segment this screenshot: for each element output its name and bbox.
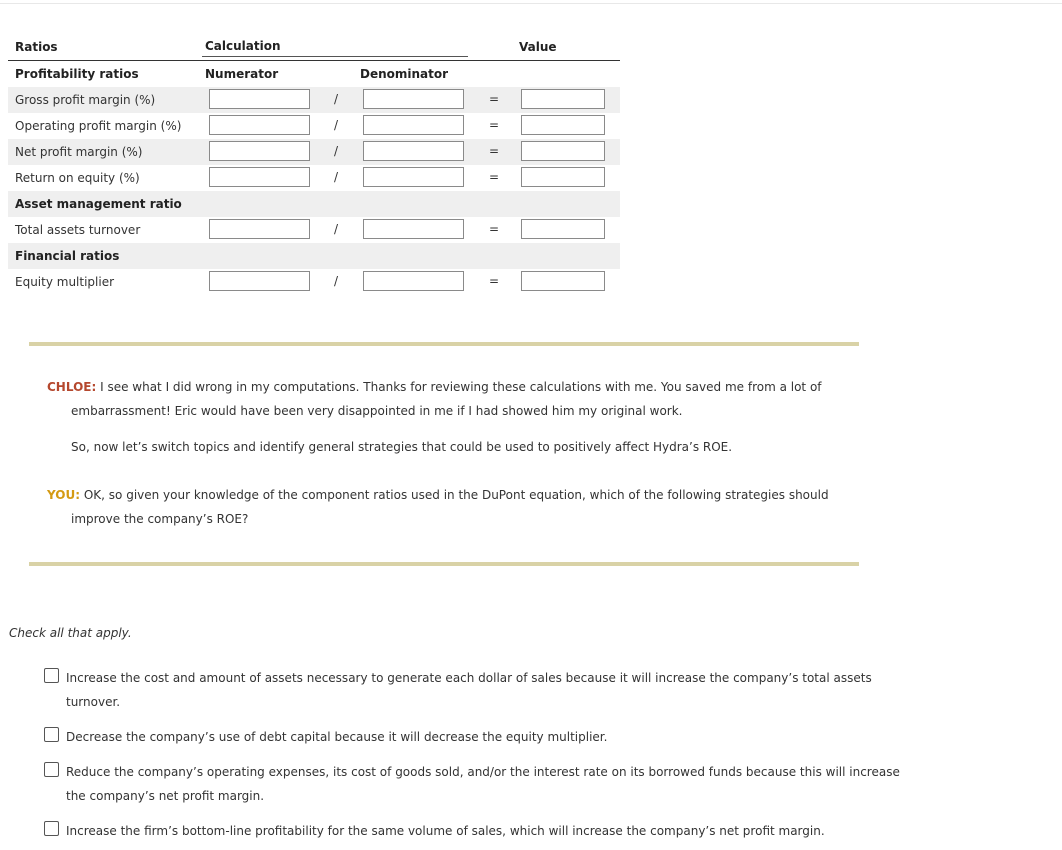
header-value: Value [519, 40, 557, 54]
option-text-line2: turnover. [66, 695, 121, 709]
chloe-text-1: I see what I did wrong in my computations. Thanks for reviewing these calculations with me. You saved me from a lot of [100, 380, 822, 394]
option-increase-profitability[interactable] [44, 819, 924, 843]
option-reduce-expenses[interactable] [44, 760, 924, 808]
you-dialogue [47, 483, 847, 531]
option-decrease-debt[interactable] [44, 725, 924, 749]
denominator-input[interactable] [363, 271, 464, 291]
strategy-options [44, 666, 924, 843]
chloe-speaker: CHLOE: [47, 380, 97, 394]
table-row-total-assets-turnover [8, 217, 620, 243]
option-text-line2: the company’s net profit margin. [66, 789, 265, 803]
option-increase-asset-cost[interactable] [44, 666, 924, 714]
numerator-input[interactable] [209, 167, 310, 187]
ratio-label: Total assets turnover [15, 223, 141, 237]
ratio-label: Return on equity (%) [15, 171, 140, 185]
option-text-line1: Increase the firm’s bottom-line profitability for the same volume of sales, which will increase the company’s net profit margin. [66, 824, 825, 838]
numerator-input[interactable] [209, 271, 310, 291]
section-label: Asset management ratio [15, 197, 182, 211]
equals-sign: = [489, 222, 500, 236]
denominator-input[interactable] [363, 141, 464, 161]
value-input[interactable] [521, 219, 605, 239]
numerator-input[interactable] [209, 141, 310, 161]
divide-sign: / [334, 274, 339, 288]
numerator-header: Numerator [205, 67, 279, 81]
calculation-underline [202, 56, 468, 57]
checkbox[interactable] [44, 727, 59, 742]
equals-sign: = [489, 144, 500, 158]
header-ratios: Ratios [15, 40, 58, 54]
divide-sign: / [334, 170, 339, 184]
ratio-label: Net profit margin (%) [15, 145, 143, 159]
equals-sign: = [489, 170, 500, 184]
checkbox[interactable] [44, 821, 59, 836]
dialogue-top-rule [29, 342, 859, 346]
table-row-net-profit-margin [8, 139, 620, 165]
value-input[interactable] [521, 141, 605, 161]
divide-sign: / [334, 118, 339, 132]
section-row-financial [8, 243, 620, 269]
value-input[interactable] [521, 89, 605, 109]
checkbox[interactable] [44, 762, 59, 777]
ratio-table [8, 36, 620, 295]
table-row-operating-profit-margin [8, 113, 620, 139]
you-text-2: improve the company’s ROE? [71, 512, 249, 526]
you-text-1: OK, so given your knowledge of the component ratios used in the DuPont equation, which of the following strategies should [83, 488, 829, 502]
top-divider [0, 3, 1062, 4]
checkbox[interactable] [44, 668, 59, 683]
numerator-input[interactable] [209, 89, 310, 109]
section-row-profitability [8, 61, 620, 87]
you-line [47, 483, 847, 507]
option-text-line1: Increase the cost and amount of assets necessary to generate each dollar of sales because it will increase the company’s total assets [66, 671, 872, 685]
value-input[interactable] [521, 115, 605, 135]
divide-sign: / [334, 144, 339, 158]
value-input[interactable] [521, 271, 605, 291]
denominator-input[interactable] [363, 167, 464, 187]
ratio-label: Equity multiplier [15, 275, 115, 289]
chloe-text-3: So, now let’s switch topics and identify general strategies that could be used to positively affect Hydra’s ROE. [71, 440, 733, 454]
denominator-input[interactable] [363, 89, 464, 109]
chloe-dialogue [47, 375, 847, 459]
ratio-label: Gross profit margin (%) [15, 93, 156, 107]
divide-sign: / [334, 222, 339, 236]
equals-sign: = [489, 92, 500, 106]
option-text-line1: Reduce the company’s operating expenses, its cost of goods sold, and/or the interest rate on its borrowed funds because this will increase [66, 765, 900, 779]
value-input[interactable] [521, 167, 605, 187]
you-speaker: YOU: [47, 488, 81, 502]
chloe-line [47, 375, 847, 399]
table-row-return-on-equity [8, 165, 620, 191]
numerator-input[interactable] [209, 219, 310, 239]
denominator-header: Denominator [360, 67, 449, 81]
divide-sign: / [334, 92, 339, 106]
section-label: Financial ratios [15, 249, 120, 263]
table-row-gross-profit-margin [8, 87, 620, 113]
check-all-instruction: Check all that apply. [9, 626, 132, 640]
ratio-label: Operating profit margin (%) [15, 119, 182, 133]
numerator-input[interactable] [209, 115, 310, 135]
section-label: Profitability ratios [15, 67, 139, 81]
dialogue-bottom-rule [29, 562, 859, 566]
denominator-input[interactable] [363, 219, 464, 239]
equals-sign: = [489, 274, 500, 288]
equals-sign: = [489, 118, 500, 132]
option-text-line1: Decrease the company’s use of debt capital because it will decrease the equity multiplier. [66, 730, 608, 744]
table-header [8, 36, 620, 61]
denominator-input[interactable] [363, 115, 464, 135]
chloe-text-2: embarrassment! Eric would have been very disappointed in me if I had showed him my original work. [71, 404, 683, 418]
header-calculation: Calculation [205, 39, 281, 53]
section-row-asset-management [8, 191, 620, 217]
table-row-equity-multiplier [8, 269, 620, 295]
